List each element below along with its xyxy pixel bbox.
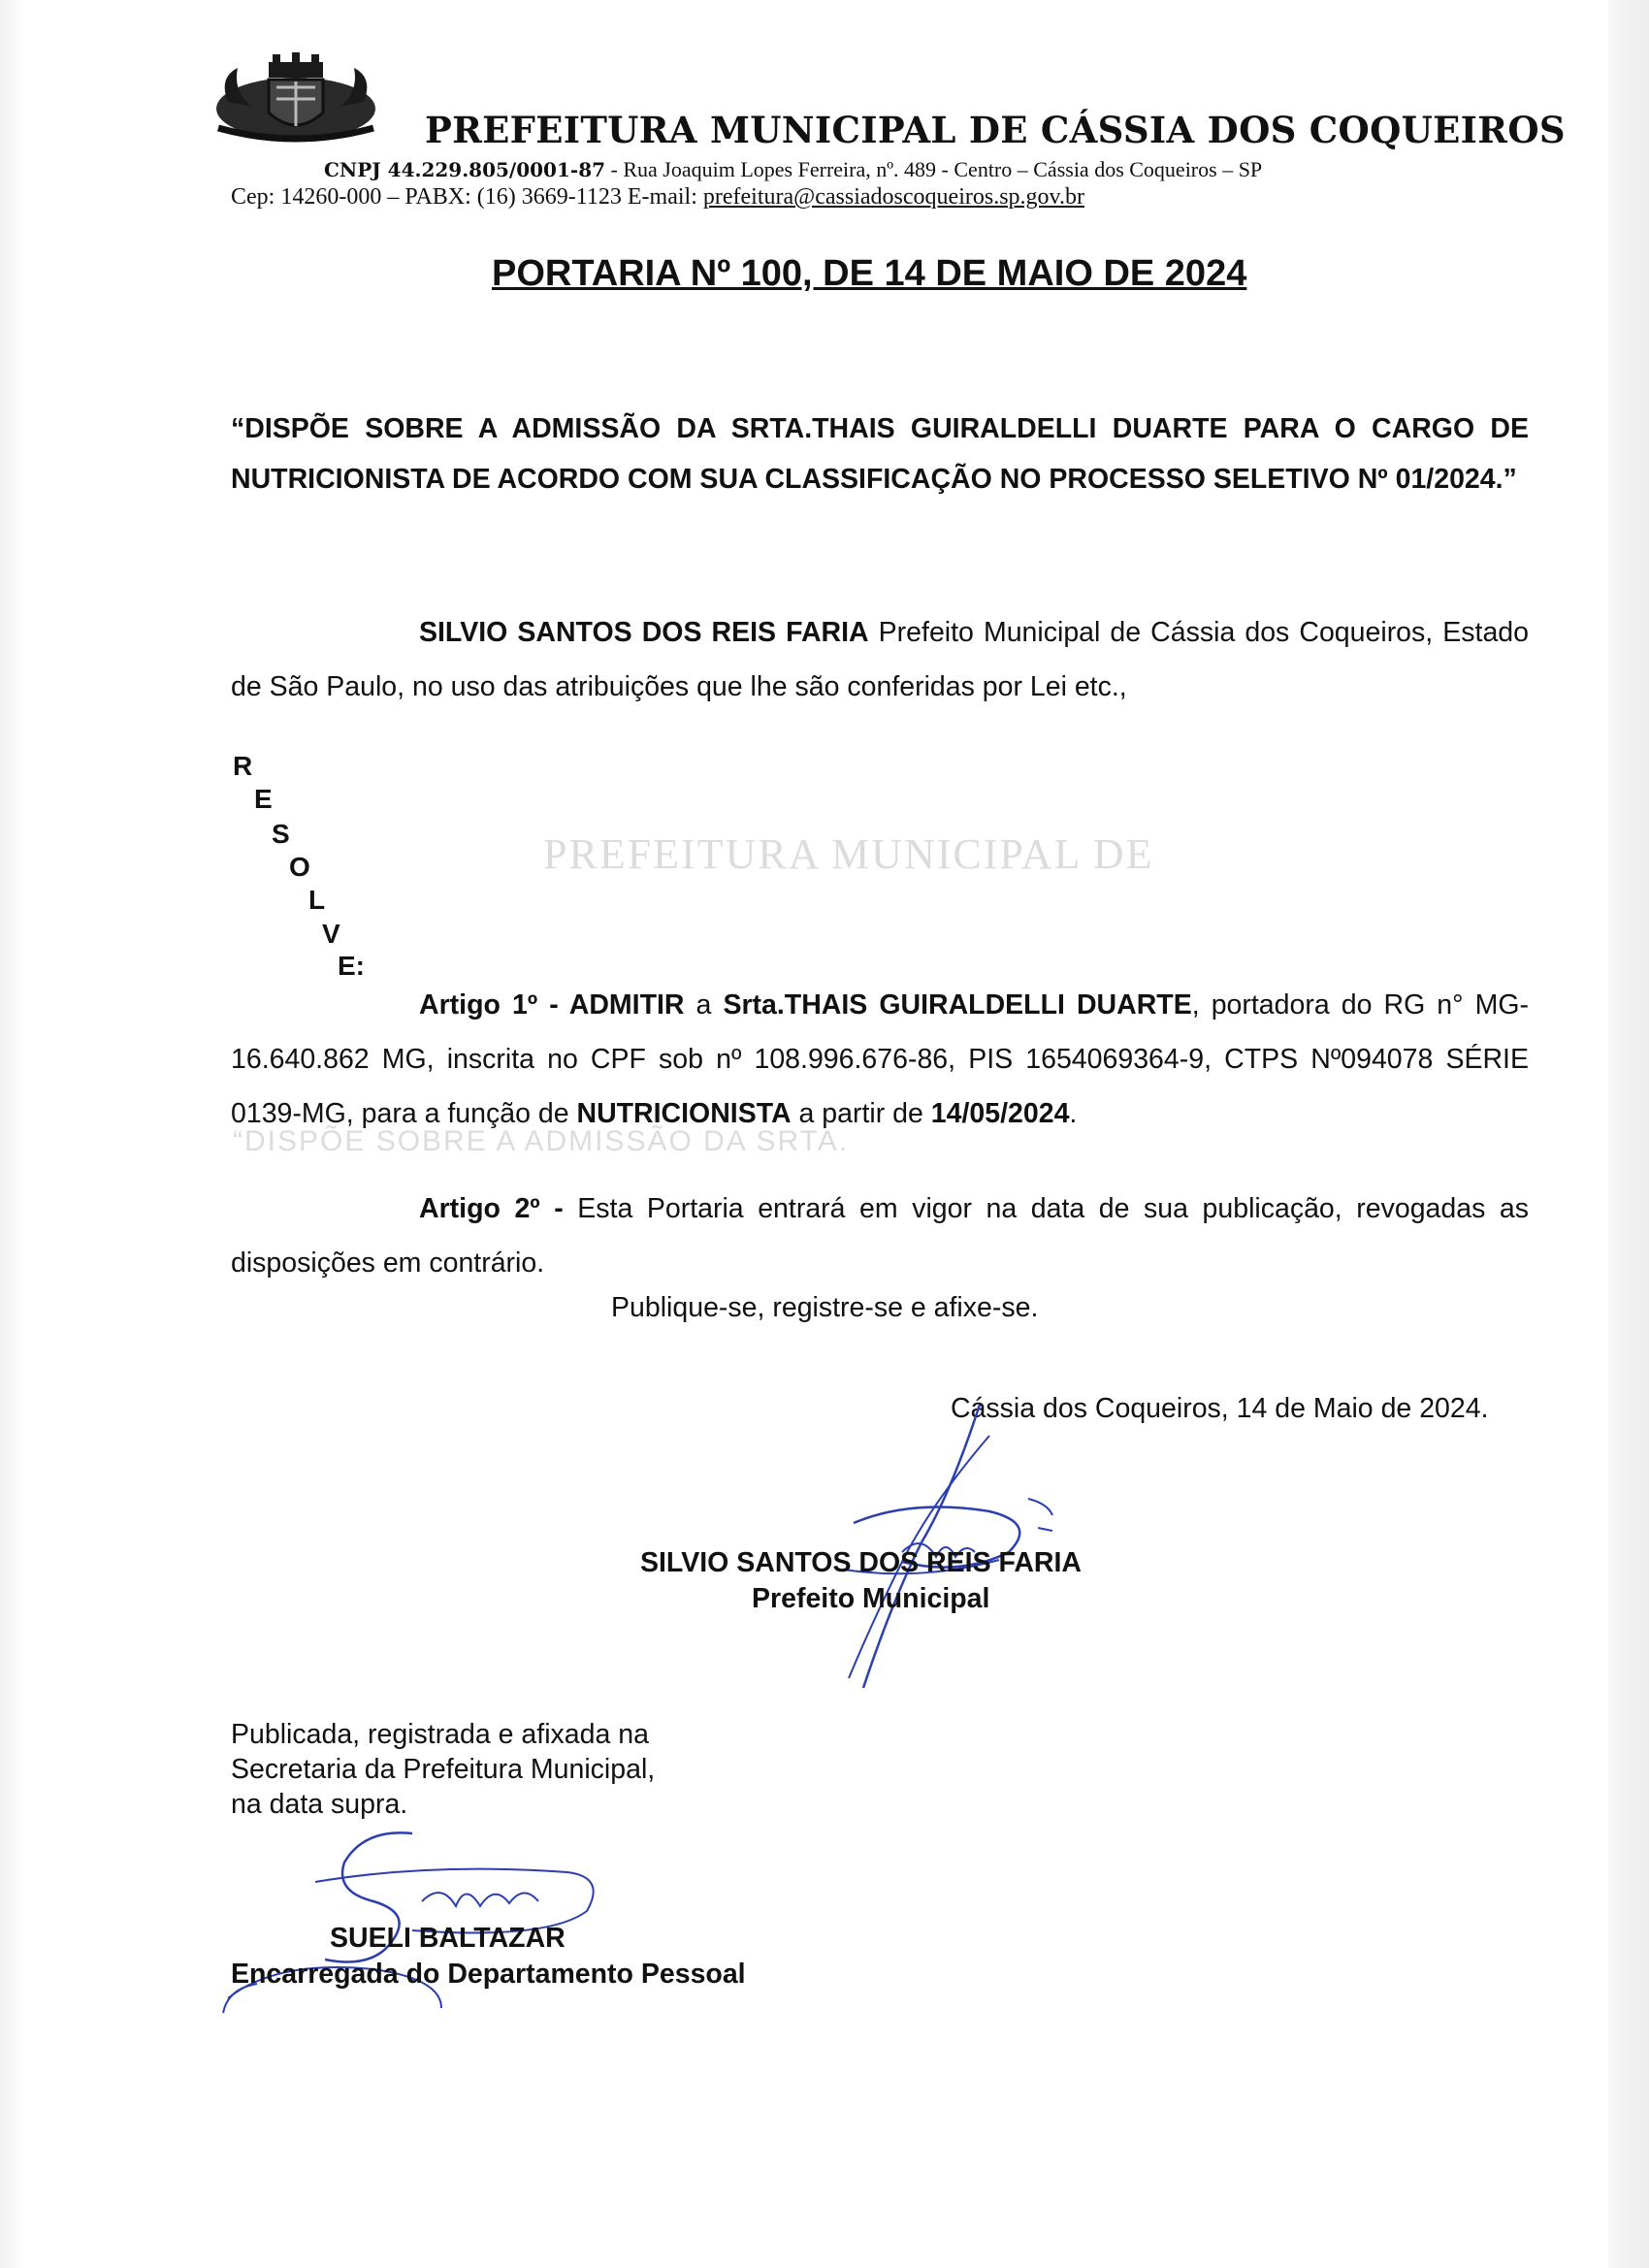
article-1-text: , portadora do RG n° MG-16.640.862 MG, inscrita no CPF sob nº 108.996.676-86, PIS 1654069364-9, CTPS Nº094078 SÉRIE 0139-MG, para a função de [231,989,1529,1129]
preamble [231,605,1529,714]
publish-line: Publique-se, registre-se e afixe-se. [611,1292,1039,1323]
publication-note-line: Publicada, registrada e afixada na [231,1719,649,1750]
article-2 [231,1182,1529,1290]
article-1-role: NUTRICIONISTA [576,1098,792,1129]
article-1 [231,978,1529,1141]
article-1-text: a partir de [791,1098,931,1129]
preamble-text: Prefeito Municipal de Cássia dos Coqueiros, Estado de São Paulo, no uso das atribuições que lhe são conferidas por Lei etc., [231,617,1529,702]
municipal-crest-icon [209,49,383,146]
signatory-name: SILVIO SANTOS DOS REIS FARIA [640,1547,1083,1578]
publication-note-line: na data supra. [231,1789,408,1820]
place-date: Cássia dos Coqueiros, 14 de Maio de 2024. [951,1393,1489,1424]
bleed-through-text: PREFEITURA MUNICIPAL DE [543,830,1154,878]
ementa: “DISPÕE SOBRE A ADMISSÃO DA SRTA.THAIS GUIRALDELLI DUARTE PARA O CARGO DE NUTRICIONISTA DE ACORDO COM SUA CLASSIFICAÇÃO NO PROCESSO SELETIVO Nº 01/2024.” [231,413,1529,495]
scan-shadow-right [1608,0,1649,2268]
publication-note-line: Secretaria da Prefeitura Municipal, [231,1754,656,1785]
resolve-letter: L [308,885,326,915]
resolve-letter: O [289,852,310,882]
article-2-label: Artigo 2º - [419,1193,564,1224]
header-contact [231,184,1084,211]
scan-shadow-left [0,0,25,2268]
article-1-label: Artigo 1º - ADMITIR [419,989,685,1021]
resolve-letter: R [233,751,253,781]
bleed-through-text: “DISPÕE SOBRE A ADMISSÃO DA SRTA. [233,1125,850,1157]
article-1-text: . [1069,1098,1078,1129]
preamble-name: SILVIO SANTOS DOS REIS FARIA [419,617,869,648]
article-1-text: a [684,989,724,1021]
signatory2-name: SUELI BALTAZAR [330,1923,566,1954]
article-1-name: Srta.THAIS GUIRALDELLI DUARTE [723,989,1192,1021]
resolve-letter: S [272,819,290,849]
article-1-date: 14/05/2024 [930,1098,1070,1129]
header-cnpj: CNPJ 44.229.805/0001-87 [324,158,606,181]
header-address-text: - Rua Joaquim Lopes Ferreira, nº. 489 - Centro – Cássia dos Coqueiros – SP [605,157,1263,181]
resolve-letter: E [254,784,273,814]
signatory-role: Prefeito Municipal [752,1583,990,1614]
header-title: PREFEITURA MUNICIPAL DE CÁSSIA DOS COQUEIROS [425,109,1566,151]
header-email: prefeitura@cassiadoscoqueiros.sp.gov.br [702,184,1084,210]
document-title: PORTARIA Nº 100, DE 14 DE MAIO DE 2024 [492,253,1247,294]
resolve-letter: E: [338,951,365,981]
signatory2-role: Encarregada do Departamento Pessoal [231,1959,746,1990]
article-2-text: Esta Portaria entrará em vigor na data de sua publicação, revogadas as disposições em contrário. [231,1193,1529,1279]
header-contact-text: Cep: 14260-000 – PABX: (16) 3669-1123 E-mail: [231,184,703,210]
resolve-letter: V [322,919,340,949]
header-address [324,157,1262,182]
